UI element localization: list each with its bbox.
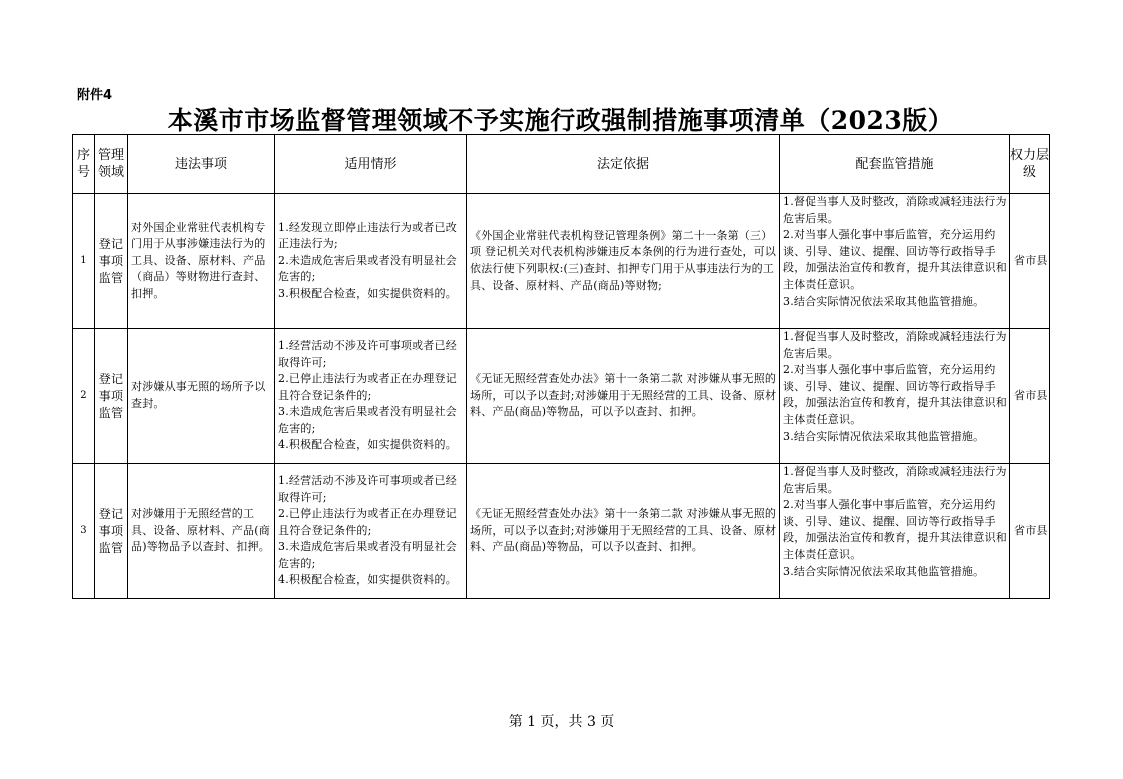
cell-basis: 《外国企业常驻代表机构登记管理条例》第二十一条第（三）项 登记机关对代表机构涉嫌违反本条例的行为进行查处，可以依法行使下列职权:(三)查封、扣押专门用于从事违法行为的工具、设备、原材料、产品(商品)等财物; [467, 194, 780, 329]
header-situation: 适用情形 [275, 135, 467, 194]
table-header-row [73, 135, 1050, 194]
cell-field: 登记事项监管 [95, 329, 128, 464]
table-row [73, 329, 1050, 464]
cell-measures-text: 1.督促当事人及时整改，消除或减轻违法行为危害后果。 2.对当事人强化事中事后监管，充分运用约谈、引导、建议、提醒、回访等行政指导手段，加强法治宣传和教育，提升其法律意识和主体责任意识。 3.结合实际情况依法采取其他监管措施。 [783, 195, 1007, 308]
cell-measures-text: 1.督促当事人及时整改，消除或减轻违法行为危害后果。 2.对当事人强化事中事后监管，充分运用约谈、引导、建议、提醒、回访等行政指导手段，加强法治宣传和教育，提升其法律意识和主体责任意识。 3.结合实际情况依法采取其他监管措施。 [783, 465, 1007, 578]
cell-situation: 1.经营活动不涉及许可事项或者已经取得许可; 2.已停止违法行为或者正在办理登记且符合登记条件的; 3.未造成危害后果或者没有明显社会危害的; 4.积极配合检查，如实提供资料的。 [275, 464, 467, 599]
header-field: 管理领域 [95, 135, 128, 194]
document-title: 本溪市市场监督管理领域不予实施行政强制措施事项清单（2023版） [167, 106, 954, 135]
table-row [73, 464, 1050, 599]
cell-no: 2 [73, 329, 95, 464]
cell-measures [780, 464, 1010, 599]
cell-field: 登记事项监管 [95, 464, 128, 599]
cell-measures-text: 1.督促当事人及时整改，消除或减轻违法行为危害后果。 2.对当事人强化事中事后监管，充分运用约谈、引导、建议、提醒、回访等行政指导手段，加强法治宣传和教育，提升其法律意识和主体责任意识。 3.结合实际情况依法采取其他监管措施。 [783, 330, 1007, 443]
table-row [73, 194, 1050, 329]
cell-measures [780, 329, 1010, 464]
matters-table [72, 134, 1050, 599]
cell-basis: 《无证无照经营查处办法》第十一条第二款 对涉嫌从事无照的场所，可以予以查封;对涉嫌用于无照经营的工具、设备、原材料、产品(商品)等物品，可以予以查封、扣押。 [467, 329, 780, 464]
header-no: 序号 [73, 135, 95, 194]
cell-matter: 对涉嫌用于无照经营的工具、设备、原材料、产品(商品)等物品予以查封、扣押。 [128, 464, 275, 599]
cell-basis: 《无证无照经营查处办法》第十一条第二款 对涉嫌从事无照的场所，可以予以查封;对涉嫌用于无照经营的工具、设备、原材料、产品(商品)等物品，可以予以查封、扣押。 [467, 464, 780, 599]
cell-level: 省市县 [1010, 329, 1050, 464]
page-footer: 第 1 页，共 3 页 [508, 714, 615, 730]
cell-situation: 1.经发现立即停止违法行为或者已改正违法行为; 2.未造成危害后果或者没有明显社会危害的; 3.积极配合检查，如实提供资料的。 [275, 194, 467, 329]
cell-level: 省市县 [1010, 194, 1050, 329]
cell-situation: 1.经营活动不涉及许可事项或者已经取得许可; 2.已停止违法行为或者正在办理登记且符合登记条件的; 3.未造成危害后果或者没有明显社会危害的; 4.积极配合检查，如实提供资料的。 [275, 329, 467, 464]
cell-level: 省市县 [1010, 464, 1050, 599]
cell-no: 3 [73, 464, 95, 599]
header-basis: 法定依据 [467, 135, 780, 194]
header-level: 权力层级 [1010, 135, 1050, 194]
cell-matter: 对涉嫌从事无照的场所予以查封。 [128, 329, 275, 464]
header-matter: 违法事项 [128, 135, 275, 194]
cell-matter: 对外国企业常驻代表机构专门用于从事涉嫌违法行为的工具、设备、原材料、产品（商品）等财物进行查封、扣押。 [128, 194, 275, 329]
header-measures: 配套监管措施 [780, 135, 1010, 194]
cell-measures [780, 194, 1010, 329]
cell-no: 1 [73, 194, 95, 329]
cell-field: 登记事项监管 [95, 194, 128, 329]
attachment-label: 附件4 [77, 88, 113, 103]
